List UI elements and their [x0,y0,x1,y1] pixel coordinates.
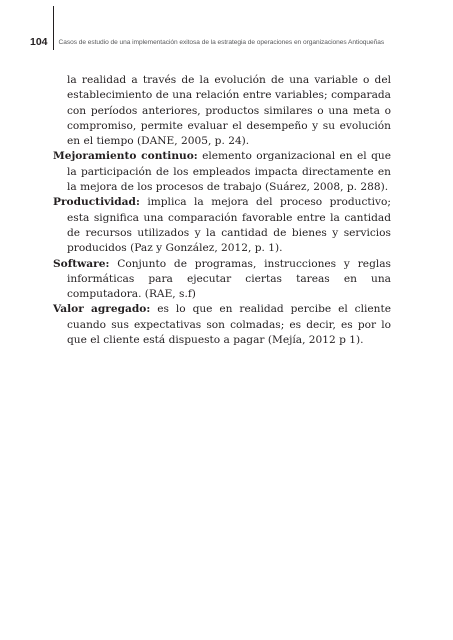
glossary-content [53,73,391,348]
glossary-definition: la realidad a través de la evolución de una variable o del establecimiento de una relación entre variables; comparada con períodos anteriores, productos similares o una meta o compromiso, permite evaluar el desempeño y su evolución en el tiempo (DANE, 2005, p. 24). [67,74,391,148]
glossary-entry-software [53,257,391,303]
glossary-term: Productividad: [53,196,140,209]
glossary-entry-mejoramiento-continuo [53,149,391,195]
glossary-definition: implica la mejora del proceso productivo; esta significa una comparación favorable entre la cantidad de recursos utilizados y la cantidad de bienes y servicios producidos (Paz y González, 2012, p. 1). [67,196,391,255]
glossary-entry-continuation [53,73,391,149]
glossary-definition: elemento organizacional en el que la participación de los empleados impacta directamente en la mejora de los procesos de trabajo (Suárez, 2008, p. 288). [67,150,391,194]
header-divider [53,6,54,50]
glossary-term: Mejoramiento continuo: [53,150,198,163]
glossary-term: Valor agregado: [53,303,151,316]
glossary-definition: es lo que en realidad percibe el cliente cuando sus expectativas son colmadas; es decir, es por lo que el cliente está dispuesto a pagar (Mejía, 2012 p 1). [67,303,391,347]
page-header [30,26,385,48]
glossary-term: Software: [53,257,110,270]
running-title: Casos de estudio de una implementación exitosa de la estrategia de operaciones en organizaciones Antioqueñas [58,38,385,46]
glossary-entry-valor-agregado [53,302,391,348]
glossary-entry-productividad [53,195,391,256]
page-number: 104 [30,36,48,48]
glossary-definition: Conjunto de programas, instrucciones y reglas informáticas para ejecutar ciertas tareas en una computadora. (RAE, s.f) [67,257,391,301]
